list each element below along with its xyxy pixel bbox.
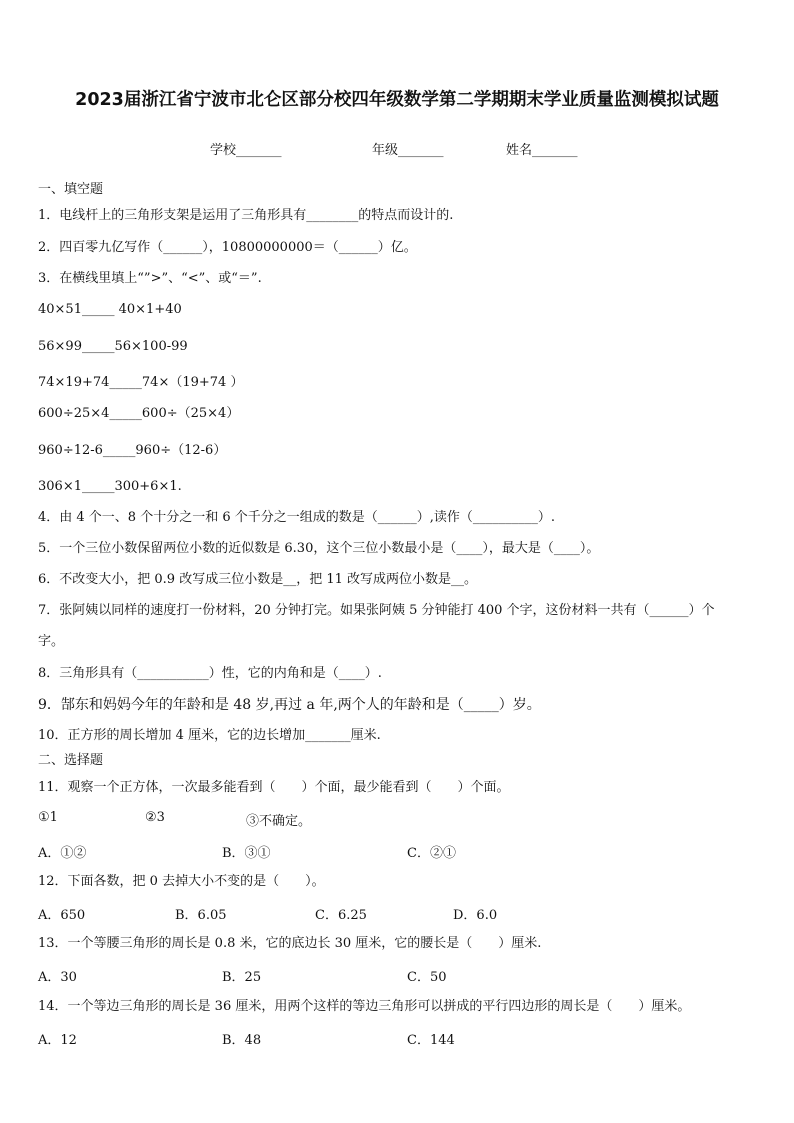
q11-sub-item: ③不确定。	[246, 814, 312, 829]
question-4: 4．由 4 个一、8 个十分之一和 6 个千分之一组成的数是（______）,读作（__________）.	[38, 510, 556, 525]
q3-item: 74×19+74_____74×（19+74 ）	[38, 375, 244, 390]
section-heading-fill-in: 一、填空题	[38, 182, 104, 197]
question-10: 10．正方形的周长增加 4 厘米，它的边长增加_______厘米.	[38, 728, 381, 743]
q11-option-c: C．②①	[407, 846, 456, 861]
question-13: 13．一个等腰三角形的周长是 0.8 米，它的底边长 30 厘米，它的腰长是（ ）厘米.	[38, 936, 542, 951]
q14-option-a: A．12	[38, 1033, 77, 1048]
question-6: 6．不改变大小，把 0.9 改写成三位小数是__，把 11 改写成两位小数是__。	[38, 572, 478, 587]
q12-option-b: B．6.05	[175, 908, 227, 923]
q3-item: 56×99_____56×100-99	[38, 339, 188, 354]
q14-option-b: B．48	[222, 1033, 262, 1048]
question-1: 1．电线杆上的三角形支架是运用了三角形具有________的特点而设计的.	[38, 208, 454, 223]
question-12: 12．下面各数，把 0 去掉大小不变的是（ ）。	[38, 874, 325, 889]
q3-item: 306×1_____300+6×1.	[38, 479, 182, 494]
grade-field: 年级_______	[372, 143, 444, 158]
section-heading-choice: 二、选择题	[38, 753, 104, 768]
question-7: 7．张阿姨以同样的速度打一份材料，20 分钟打完。如果张阿姨 5 分钟能打 400 个字，这份材料一共有（______）个	[38, 603, 715, 618]
q13-option-b: B．25	[222, 970, 262, 985]
question-7-continued: 字。	[38, 634, 65, 649]
q11-option-a: A．①②	[38, 846, 87, 861]
name-field: 姓名_______	[506, 143, 578, 158]
q12-option-d: D．6.0	[453, 908, 498, 923]
q11-sub-item: ①1	[38, 810, 58, 825]
q12-option-c: C．6.25	[315, 908, 367, 923]
q11-option-b: B．③①	[222, 846, 271, 861]
question-14: 14．一个等边三角形的周长是 36 厘米，用两个这样的等边三角形可以拼成的平行四边形的周长是（ ）厘米。	[38, 999, 691, 1014]
q13-option-c: C．50	[407, 970, 447, 985]
question-2: 2．四百零九亿写作（______），10800000000＝（______）亿。	[38, 240, 417, 255]
question-11: 11．观察一个正方体，一次最多能看到（ ）个面，最少能看到（ ）个面。	[38, 780, 510, 795]
q3-item: 40×51_____ 40×1+40	[38, 302, 182, 317]
question-3: 3．在横线里填上“”>”、“<”、或“＝”.	[38, 271, 262, 286]
page-title: 2023届浙江省宁波市北仑区部分校四年级数学第二学期期末学业质量监测模拟试题	[75, 90, 719, 110]
q3-item: 600÷25×4_____600÷（25×4）	[38, 406, 240, 421]
q14-option-c: C．144	[407, 1033, 455, 1048]
q3-item: 960÷12-6_____960÷（12-6）	[38, 443, 227, 458]
q12-option-a: A．650	[38, 908, 86, 923]
school-field: 学校_______	[210, 143, 282, 158]
q11-sub-item: ②3	[145, 810, 165, 825]
question-9: 9．郜东和妈妈今年的年龄和是 48 岁,再过 a 年,两个人的年龄和是（_____）岁。	[38, 697, 541, 713]
question-8: 8．三角形具有（___________）性，它的内角和是（____）.	[38, 666, 382, 681]
question-5: 5．一个三位小数保留两位小数的近似数是 6.30，这个三位小数最小是（____），最大是（____）。	[38, 541, 600, 556]
q13-option-a: A．30	[38, 970, 77, 985]
